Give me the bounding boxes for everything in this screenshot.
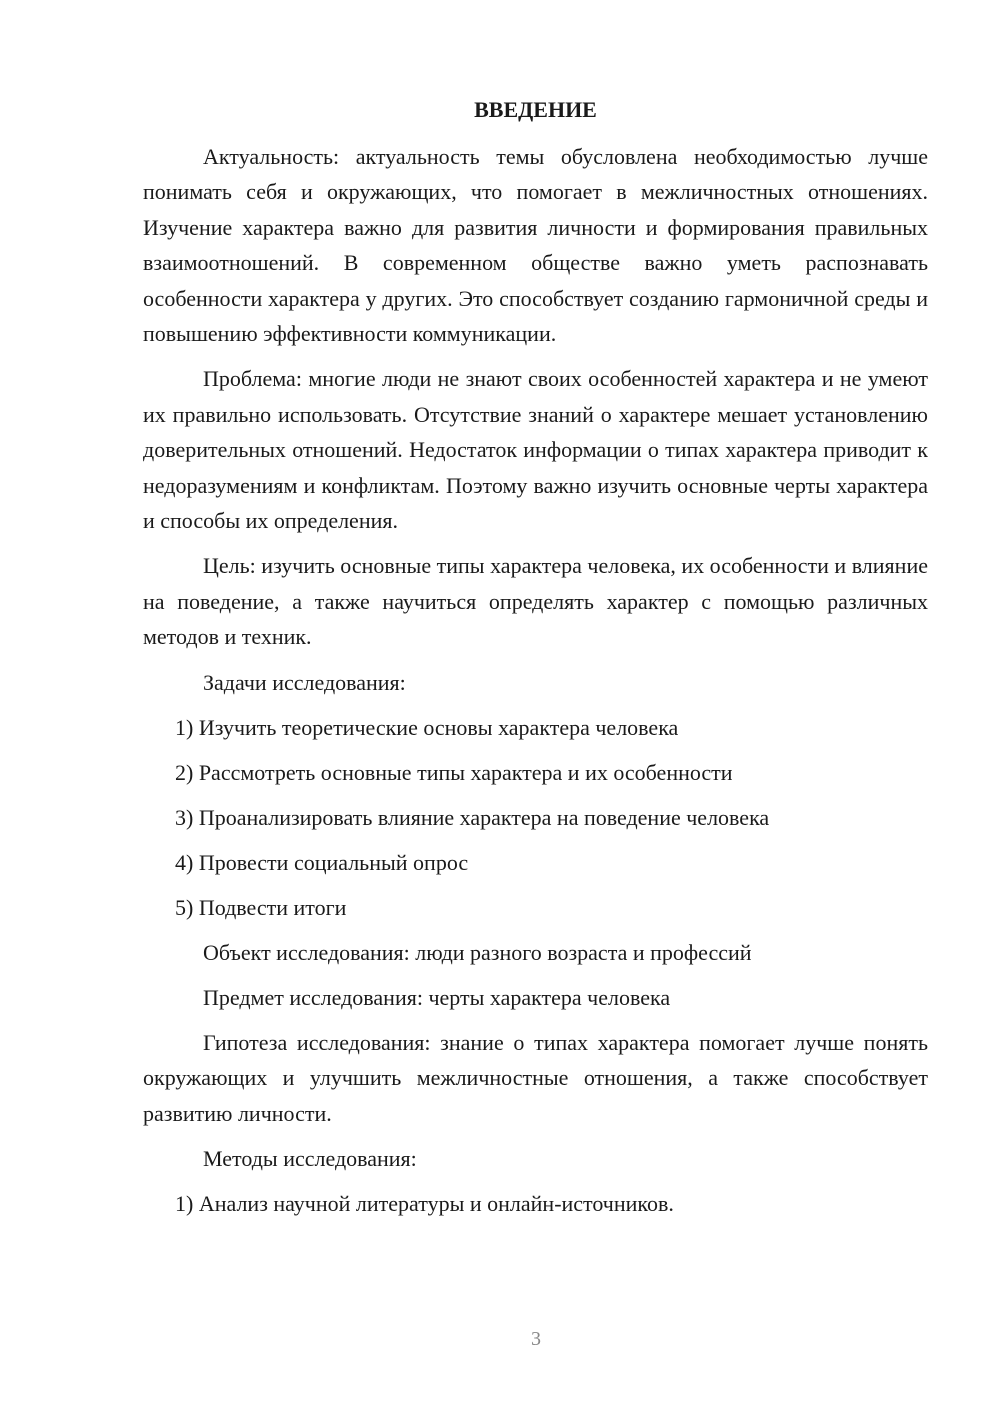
goal-paragraph: Цель: изучить основные типы характера человека, их особенности и влияние на поведение, а также научиться определять характер с помощью различных методов и техник. [143,553,928,650]
task-item: 1) Изучить теоретические основы характера человека [175,714,679,740]
method-item: 1) Анализ научной литературы и онлайн-источников. [175,1190,674,1216]
research-subject: Предмет исследования: черты характера человека [203,984,671,1010]
section-title: ВВЕДЕНИЕ [474,97,597,122]
methods-heading: Методы исследования: [203,1145,417,1171]
page-number: 3 [531,1328,541,1350]
research-object: Объект исследования: люди разного возраста и профессий [203,939,752,965]
task-item: 4) Провести социальный опрос [175,849,469,875]
relevance-paragraph: Актуальность: актуальность темы обусловлена необходимостью лучше понимать себя и окружающих, что помогает в межличностных отношениях. Изучение характера важно для развития личности и формирования правильных взаимоотношений. В современном обществе важно уметь распознавать особенности характера у других. Это способствует созданию гармоничной среды и повышению эффективности коммуникации. [143,144,928,347]
task-item: 2) Рассмотреть основные типы характера и их особенности [175,759,733,785]
tasks-heading: Задачи исследования: [203,669,406,695]
task-item: 3) Проанализировать влияние характера на поведение человека [175,804,770,830]
hypothesis-paragraph: Гипотеза исследования: знание о типах характера помогает лучше понять окружающих и улучшить межличностные отношения, а также способствует развитию личности. [143,1029,928,1126]
task-item: 5) Подвести итоги [175,894,347,920]
document-page [143,92,928,1231]
problem-paragraph: Проблема: многие люди не знают своих особенностей характера и не умеют их правильно использовать. Отсутствие знаний о характере мешает установлению доверительных отношений. Недостаток информации о типах характера приводит к недоразумениям и конфликтам. Поэтому важно изучить основные черты характера и способы их определения. [143,366,928,534]
